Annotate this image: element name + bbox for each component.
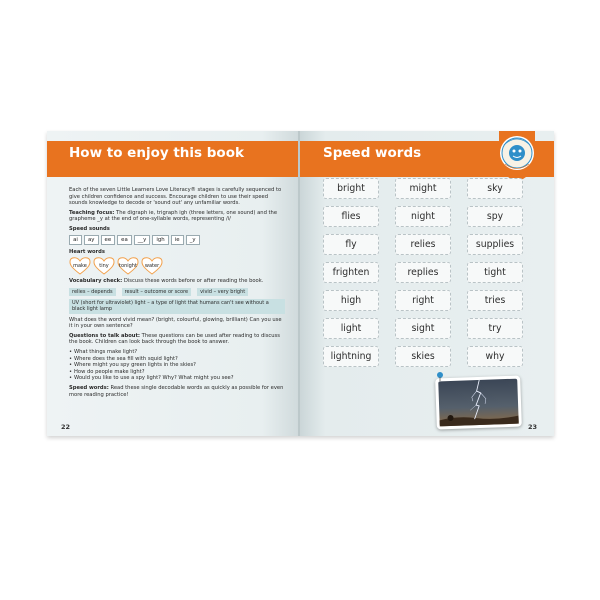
speed-words-label: Speed words: xyxy=(69,384,109,391)
open-book xyxy=(47,131,554,436)
teaching-focus-label: Teaching focus: xyxy=(69,209,115,216)
page-title: Speed words xyxy=(323,145,422,161)
vocab-label: Vocabulary check: xyxy=(69,278,123,285)
question-item: • Would you like to use a spy light? Why? What might you see? xyxy=(69,375,285,382)
speed-word-card: tight xyxy=(467,262,523,283)
questions-intro xyxy=(69,333,285,346)
speed-sounds-heading: Speed sounds xyxy=(69,225,110,232)
page-number: 23 xyxy=(528,423,538,431)
speed-word-card: flies xyxy=(323,206,379,227)
questions-label: Questions to talk about: xyxy=(69,332,141,339)
heart-word-label: tiny xyxy=(99,263,109,270)
question-item: • Where does the sea fill with squid light? xyxy=(69,356,285,363)
heart-word-label: water xyxy=(144,263,160,270)
heart-word xyxy=(117,257,139,275)
question-item: • Where might you spy green lights in the skies? xyxy=(69,362,285,369)
speed-sound: ee xyxy=(101,235,116,245)
speed-sound: ea xyxy=(117,235,132,245)
speed-word-card: why xyxy=(467,346,523,367)
heart-words-heading: Heart words xyxy=(69,248,105,255)
speed-word-card: sky xyxy=(467,178,523,199)
heart-words-row xyxy=(69,257,285,275)
speed-word-card: try xyxy=(467,318,523,339)
speed-word-card: night xyxy=(395,206,451,227)
right-page xyxy=(300,131,554,436)
speed-word-card: spy xyxy=(467,206,523,227)
heart-word xyxy=(69,257,91,275)
speed-sound: igh xyxy=(152,235,168,245)
heart-word xyxy=(141,257,163,275)
speed-word-card: sight xyxy=(395,318,451,339)
vocab-item: result – outcome or score xyxy=(122,288,192,296)
heart-word-label: tonight xyxy=(119,263,137,270)
pushpin-icon xyxy=(435,371,445,381)
speed-word-card: relies xyxy=(395,234,451,255)
speed-words-text: Read these single decodable words as quickly as possible for even more reading practice! xyxy=(69,384,284,398)
vivid-question: What does the word vivid mean? (bright, colourful, glowing, brilliant) Can you use it in your own sentence? xyxy=(69,316,282,330)
speed-word-card: high xyxy=(323,290,379,311)
left-content xyxy=(69,187,285,401)
question-item: • What things make light? xyxy=(69,349,285,356)
heart-word-label: make xyxy=(73,263,87,270)
vocab-list xyxy=(69,288,285,296)
question-list xyxy=(69,349,285,382)
vocab-item: vivid – very bright xyxy=(197,288,248,296)
speed-word-card: fly xyxy=(323,234,379,255)
uv-definition: UV (short for ultraviolet) light – a type of light that humans can't see without a black light lamp xyxy=(69,299,285,314)
little-learners-logo-icon xyxy=(495,131,539,183)
questions-text: These questions can be used after reading to discuss the book. Children can look back through the book to answer. xyxy=(69,332,280,346)
lightning-photo xyxy=(435,376,522,430)
speed-word-card: skies xyxy=(395,346,451,367)
vocab-check xyxy=(69,278,285,285)
speed-sound: ai xyxy=(69,235,82,245)
speed-words-note xyxy=(69,385,285,398)
vocab-text: Discuss these words before or after reading the book. xyxy=(123,278,264,285)
speed-word-card: frighten xyxy=(323,262,379,283)
left-page xyxy=(47,131,300,436)
speed-sound: ay xyxy=(84,235,99,245)
speed-sounds-row xyxy=(69,235,285,245)
page-number: 22 xyxy=(61,423,71,431)
speed-word-card: tries xyxy=(467,290,523,311)
lightning-storm-image xyxy=(435,376,522,430)
speed-sound: ie xyxy=(171,235,184,245)
heart-word xyxy=(93,257,115,275)
speed-word-card: right xyxy=(395,290,451,311)
speed-word-card: replies xyxy=(395,262,451,283)
speed-word-card: bright xyxy=(323,178,379,199)
question-item: • How do people make light? xyxy=(69,369,285,376)
teaching-focus-text: The digraph ie, trigraph igh (three letters, one sound) and the grapheme _y at the end of one-syllable words, representing /i/ xyxy=(69,209,278,223)
speed-word-card: might xyxy=(395,178,451,199)
teaching-focus xyxy=(69,210,285,223)
series-badge xyxy=(495,131,539,183)
speed-sound: _y xyxy=(186,235,200,245)
vocab-item: relies – depends xyxy=(69,288,116,296)
speed-word-card: lightning xyxy=(323,346,379,367)
speed-word-card: light xyxy=(323,318,379,339)
intro-text: Each of the seven Little Learners Love Literacy® stages is carefully sequenced to give children confidence and success. Encourage children to use their speed sounds knowledge to decode or 'sound out' any unfamiliar words. xyxy=(69,187,282,207)
speed-word-card: supplies xyxy=(467,234,523,255)
page-title: How to enjoy this book xyxy=(69,145,244,161)
speed-sound: __y xyxy=(134,235,151,245)
